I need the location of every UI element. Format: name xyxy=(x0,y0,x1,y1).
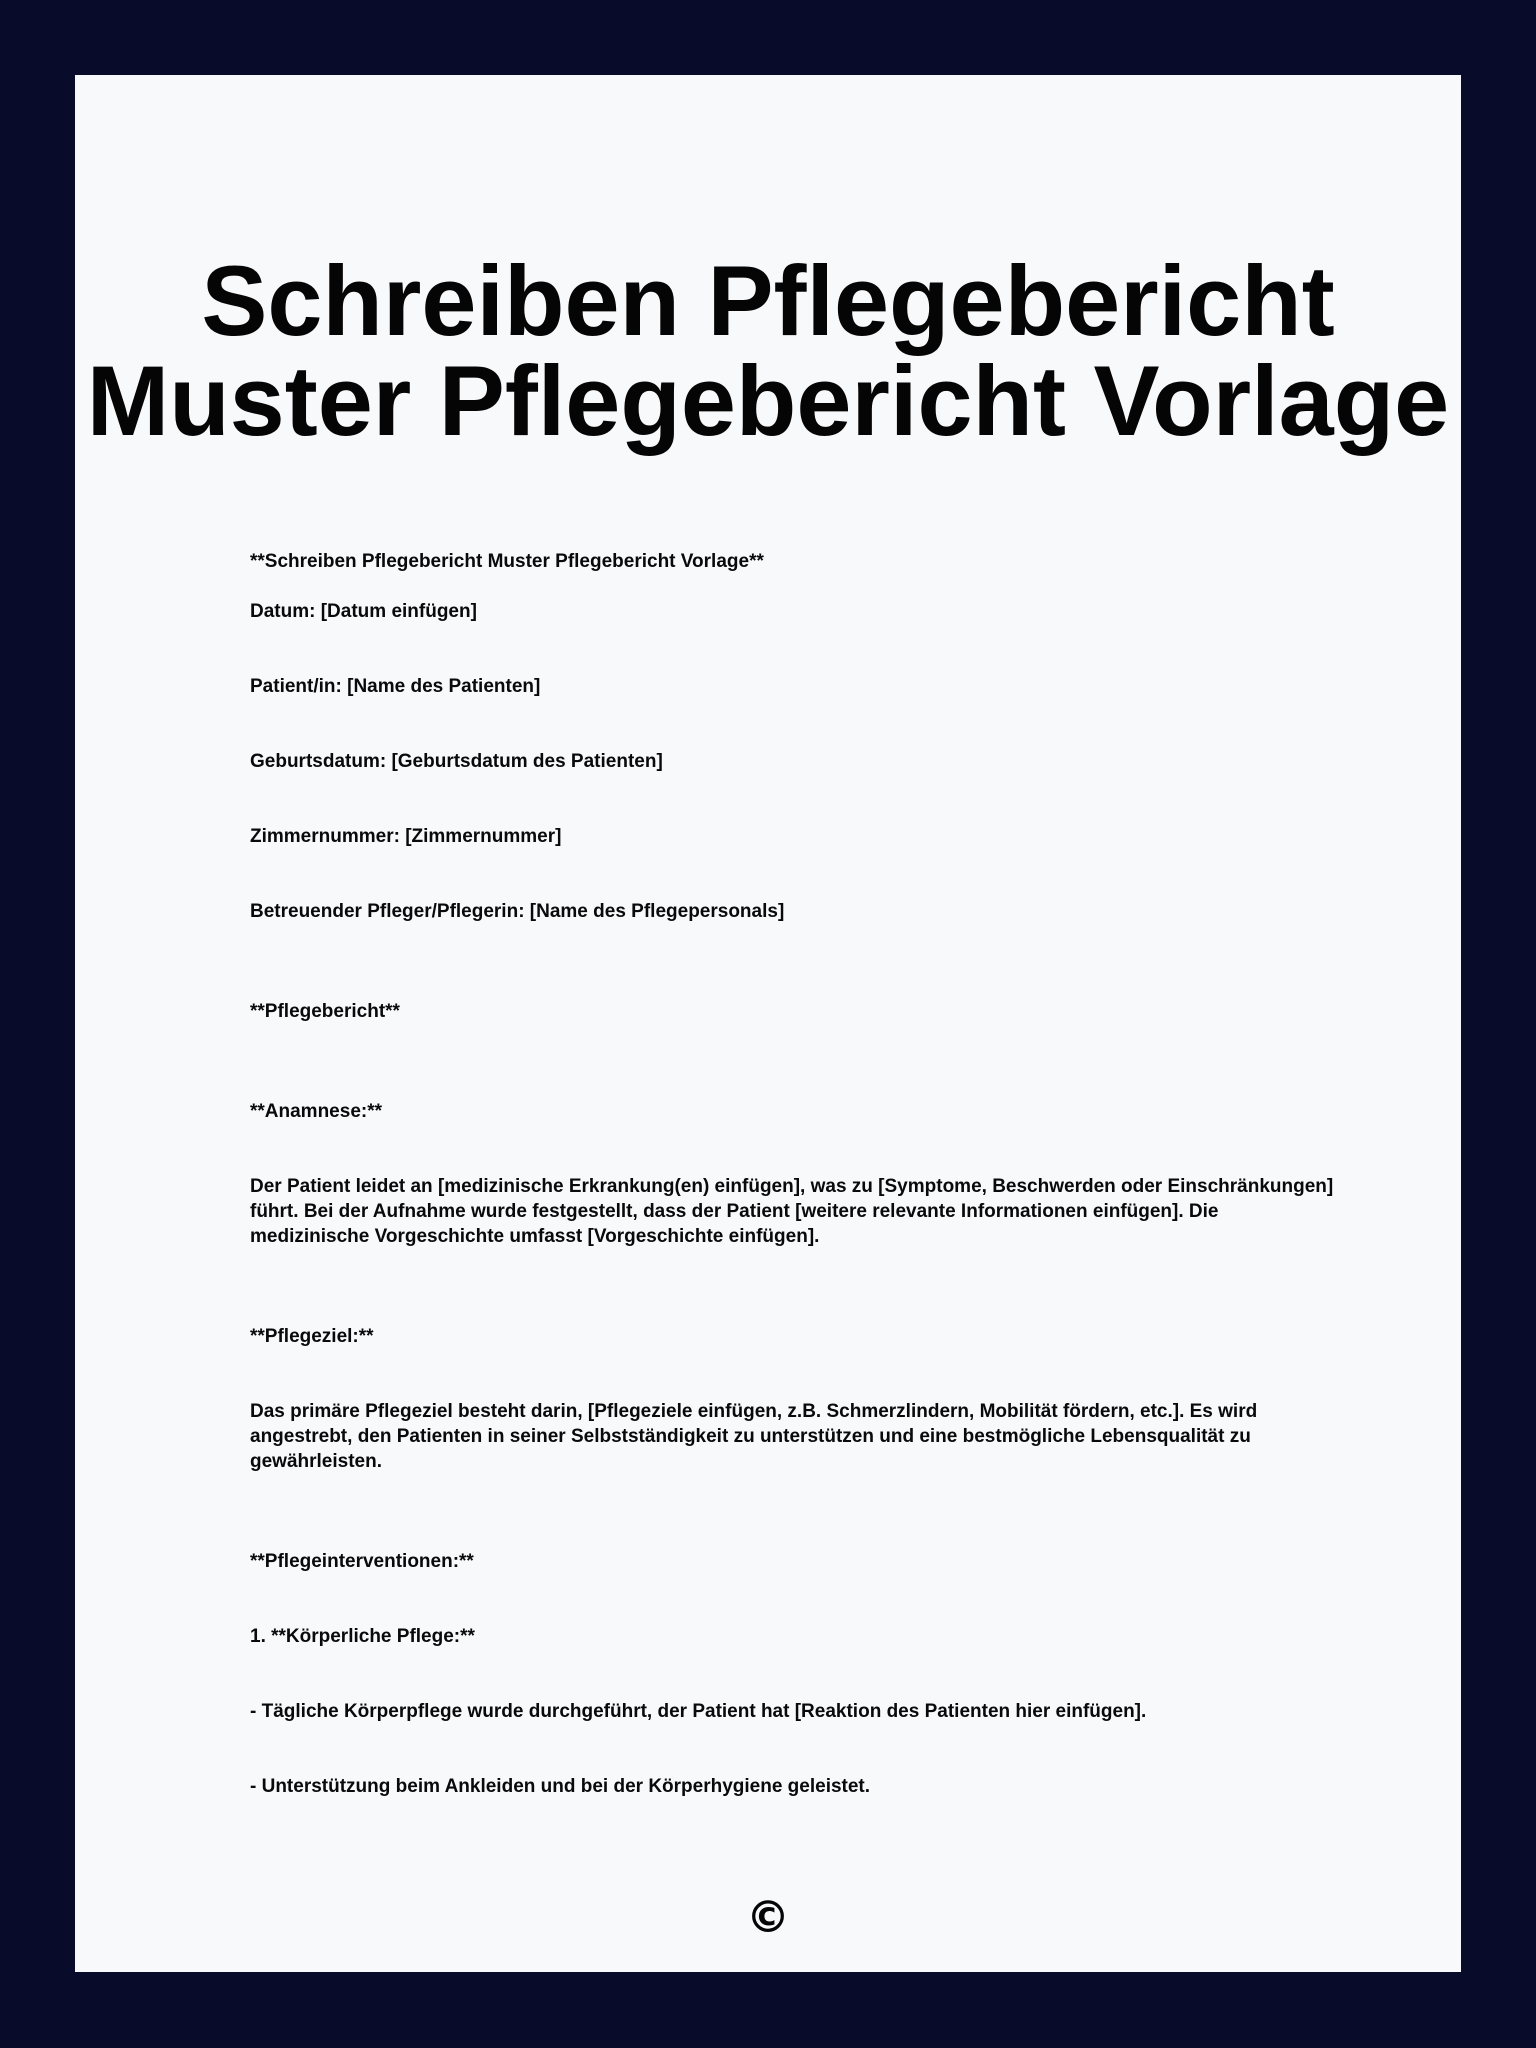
list-item-dressing-support: - Unterstützung beim Ankleiden und bei der Körperhygiene geleistet. xyxy=(250,1776,871,1797)
list-item-physical-care: 1. **Körperliche Pflege:** xyxy=(250,1626,475,1647)
field-patient: Patient/in: [Name des Patienten] xyxy=(250,676,541,697)
document-heading: **Schreiben Pflegebericht Muster Pflegebericht Vorlage** xyxy=(250,551,764,572)
document-page xyxy=(75,75,1461,1972)
field-caregiver: Betreuender Pfleger/Pflegerin: [Name des Pflegepersonals] xyxy=(250,901,785,922)
list-item-daily-hygiene: - Tägliche Körperpflege wurde durchgeführt, der Patient hat [Reaktion des Patienten hier einfügen]. xyxy=(250,1701,1147,1722)
copyright-icon: © xyxy=(746,1892,790,1943)
page-title xyxy=(55,245,1481,456)
section-heading-report: **Pflegebericht** xyxy=(250,1001,400,1022)
title-line-1: Schreiben Pflegebericht xyxy=(201,245,1335,356)
section-heading-care-goal: **Pflegeziel:** xyxy=(250,1326,374,1347)
section-heading-anamnesis: **Anamnese:** xyxy=(250,1101,382,1122)
section-heading-interventions: **Pflegeinterventionen:** xyxy=(250,1551,474,1572)
paragraph-care-goal: Das primäre Pflegeziel besteht darin, [Pflegeziele einfügen, z.B. Schmerzlindern, Mobilität fördern, etc.]. Es wird angestrebt, den Patienten in seiner Selbstständigkeit zu unterstützen und eine bestmögliche Lebensqualität zu gewährleisten. xyxy=(250,1401,1258,1472)
field-date: Datum: [Datum einfügen] xyxy=(250,601,477,622)
paragraph-anamnesis: Der Patient leidet an [medizinische Erkrankung(en) einfügen], was zu [Symptome, Beschwerden oder Einschränkungen] führt. Bei der Aufnahme wurde festgestellt, dass der Patient [weitere relevante Informationen einfügen]. Die medizinische Vorgeschichte umfasst [Vorgeschichte einfügen]. xyxy=(250,1176,1334,1247)
field-room-number: Zimmernummer: [Zimmernummer] xyxy=(250,826,562,847)
title-line-2: Muster Pflegebericht Vorlage xyxy=(86,345,1450,456)
field-birthdate: Geburtsdatum: [Geburtsdatum des Patienten] xyxy=(250,751,663,772)
